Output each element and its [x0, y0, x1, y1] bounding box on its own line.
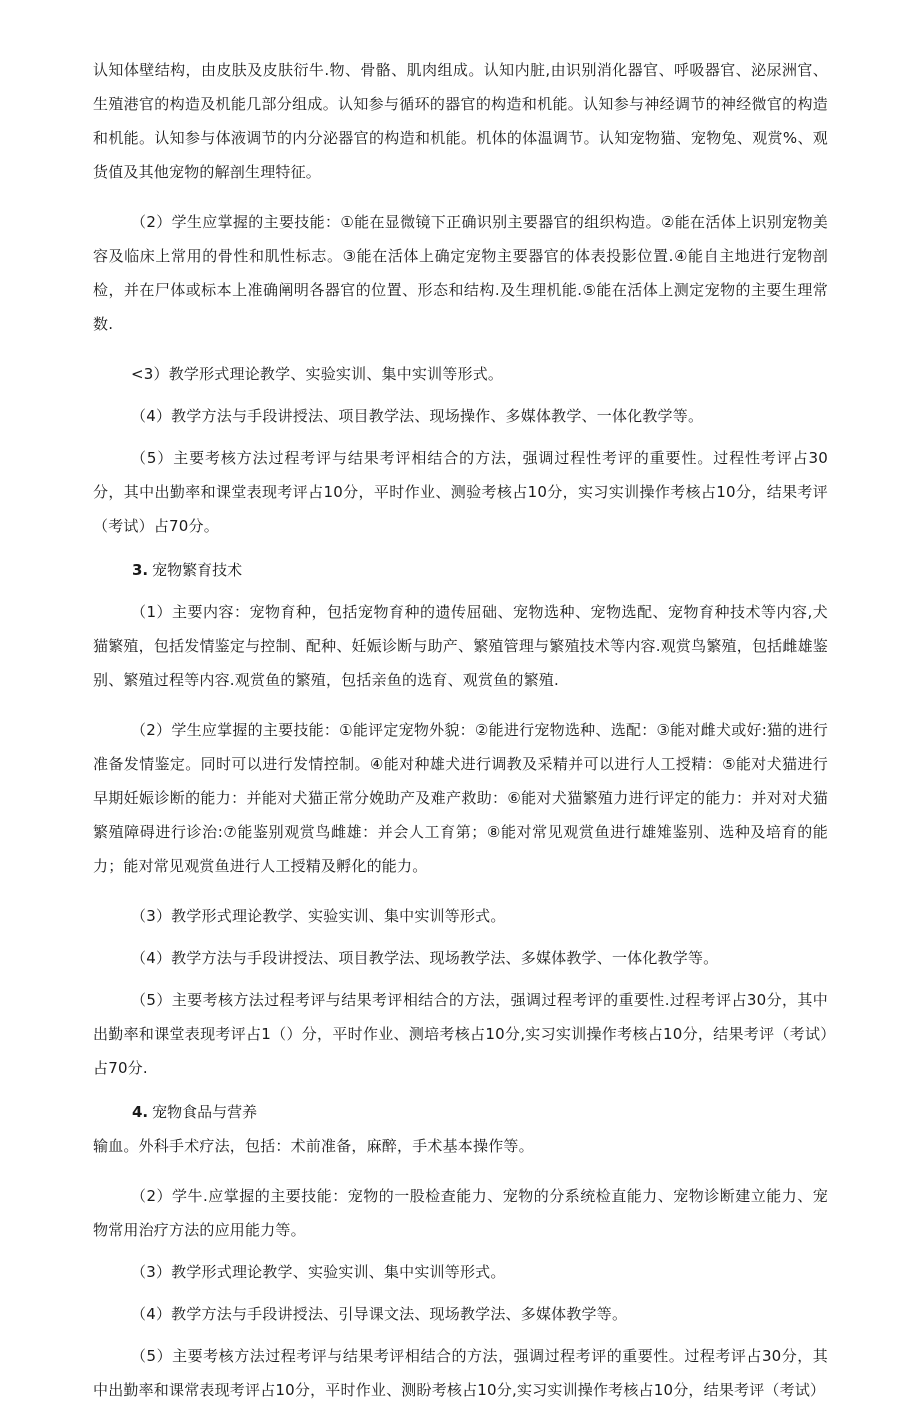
- paragraph-assessment: （5）主要考核方法过程考评与结果考评相结合的方法，强调过程性考评的重要性。过程性考评占30分，其中出勤率和课堂表现考评占10分，平时作业、测验考核占10分，实习实训操作考核占10分，结果考评（考试）占70分。: [93, 449, 828, 535]
- paragraph-breeding-assessment: （5）主要考核方法过程考评与结果考评相结合的方法，强调过程考评的重要性.过程考评占30分，其中出勤率和课堂表现考评占1（）分，平时作业、测培考核占10分,实习实训操作考核占10分，结果考评（考试）占70分.: [93, 991, 828, 1077]
- section-heading-breeding: [93, 553, 828, 587]
- paragraph-breeding-method: （4）教学方法与手段讲授法、项目教学法、现场教学法、多媒体教学、一体化教学等。: [131, 949, 719, 967]
- paragraph-teaching-form: <3）教学形式理论教学、实验实训、集中实训等形式。: [131, 365, 504, 383]
- paragraph-teaching-method: （4）教学方法与手段讲授法、项目教学法、现场操作、多媒体教学、一体化教学等。: [131, 407, 704, 425]
- section-title: 宠物食品与营养: [152, 1103, 258, 1121]
- paragraph-anatomy-content: 认知体壁结构，由皮肤及皮肤衍牛.物、骨骼、肌肉组成。认知内脏,由识别消化器官、呼吸器官、泌尿洲官、生殖港官的构造及机能几部分组成。认知参与循环的器官的构造和机能。认知参与神经调节的神经微官的构造和机能。认知参与体液调节的内分泌器官的构造和机能。机体的体温调节。认知宠物猫、宠物兔、观赏%、观货值及其他宠物的解剖生理特征。: [93, 61, 828, 181]
- paragraph-breeding-form: （3）教学形式理论教学、实验实训、集中实训等形式。: [131, 907, 506, 925]
- paragraph-breeding-skills: （2）学生应掌握的主要技能：①能评定宠物外貌：②能进行宠物选种、选配：③能对雌犬或好:猫的进行准备发情鉴定。同时可以进行发情控制。④能对种雄犬进行调教及采精并可以进行人工授精：⑤能对犬猫进行早期妊娠诊断的能力：并能对犬猫正常分娩助产及难产救助：⑥能对犬猫繁殖力进行评定的能力：并对对犬猫繁殖障碍进行诊治:⑦能鉴别观赏鸟雌雄：并会人工育第；⑧能对常见观赏鱼进行雄雉鉴别、选种及培育的能力；能对常见观赏鱼进行人工授精及孵化的能力。: [93, 721, 828, 875]
- section-number: 3.: [132, 561, 149, 579]
- section-title: 宠物繁育技术: [152, 561, 243, 579]
- paragraph-skills: （2）学生应掌握的主要技能：①能在显微镜下正确识别主要器官的组织构造。②能在活体上识别宠物美容及临床上常用的骨性和肌性标志。③能在活体上确定宠物主要器官的体表投影位置.④能自主地进行宠物剖检，并在尸体或标本上准确阐明各器官的位置、形态和结构.及生理机能.⑤能在活体上测定宠物的主要生理常数.: [93, 213, 828, 333]
- paragraph-nutrition-method: （4）教学方法与手段讲授法、引导课文法、现场教学法、多媒体教学等。: [131, 1305, 628, 1323]
- section-heading-nutrition: [93, 1095, 828, 1129]
- paragraph-nutrition-form: （3）教学形式理论教学、实验实训、集中实训等形式。: [131, 1263, 506, 1281]
- paragraph-breeding-content: （1）主要内容：宠物育种，包括宠物育种的遗传屈础、宠物选种、宠物选配、宠物育种技术等内容,犬猫繁殖，包括发情鉴定与控制、配种、妊娠诊断与助产、繁殖管理与繁殖技术等内容.观赏鸟繁殖，包括雌雄鉴别、繁殖过程等内容.观赏鱼的繁殖，包括亲鱼的选育、观赏鱼的繁殖.: [93, 603, 828, 689]
- section-number: 4.: [132, 1103, 149, 1121]
- paragraph-nutrition-skills: （2）学牛.应掌握的主要技能：宠物的一股检查能力、宠物的分系统检直能力、宠物诊断建立能力、宠物常用治疗方法的应用能力等。: [93, 1187, 828, 1239]
- paragraph-nutrition-assessment: （5）主要考核方法过程考评与结果考评相结合的方法，强调过程考评的重要性。过程考评占30分，其中出勤率和课常表现考评占10分，平时作业、测盼考核占10分,实习实训操作考核占10分，结果考评（考试）: [93, 1347, 828, 1399]
- paragraph-surgery: 输血。外科手术疗法，包括：术前准备，麻醉，手术基本操作等。: [93, 1137, 534, 1155]
